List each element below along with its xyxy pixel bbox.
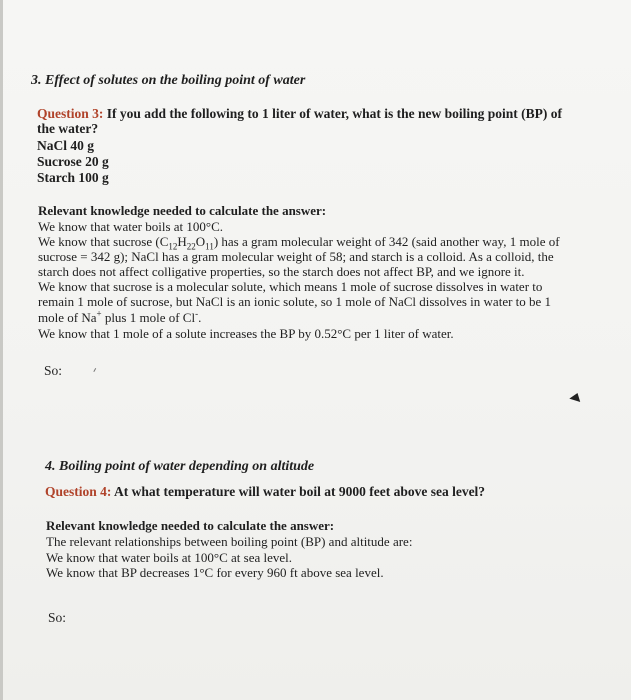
fact-sucrose-line-1 [38,234,560,252]
section-3-relevant-heading: Relevant knowledge needed to calculate the answer: [38,203,327,218]
fact-sucrose-line-3: starch does not affect colligative properties, so the starch does not affect BP, and we ignore it. [38,264,525,279]
fact-sucrose-line-2: sucrose = 342 g); NaCl has a gram molecular weight of 58; and starch is a colloid. As a colloid, the [38,249,554,264]
bp-decrease-line: We know that BP decreases 1°C for every 960 ft above sea level. [46,565,384,580]
section-4-so-label: So: [48,610,67,625]
sea-level-boil-line: We know that water boils at 100°C at sea level. [46,550,293,565]
altitude-relationship-line: The relevant relationships between boiling point (BP) and altitude are: [46,534,413,549]
subscript-11: 11 [205,241,214,252]
question-3-label: Question 3: [37,106,104,121]
question-3-line-1 [37,106,562,122]
fact-ionic-text-b: plus 1 mole of Cl [101,310,196,325]
section-3-so-label: So: [44,363,63,378]
section-3-heading: 3. Effect of solutes on the boiling point of water [31,73,306,88]
oxygen-symbol: O [195,234,206,249]
hydrogen-symbol: H [177,234,187,249]
item-nacl: NaCl 40 g [37,138,94,153]
question-4-text: At what temperature will water boil at 9000 feet above sea level? [111,484,486,499]
question-4-label: Question 4: [45,484,112,499]
fact-sucrose-text-b: ) has a gram molecular weight of 342 (said another way, 1 mole of [213,234,560,249]
item-sucrose: Sucrose 20 g [37,154,109,169]
fact-water-boils: We know that water boils at 100°C. [38,219,224,234]
question-4-line [45,484,485,500]
item-starch: Starch 100 g [37,170,109,185]
fact-bp-increase: We know that 1 mole of a solute increases the BP by 0.52°C per 1 liter of water. [38,326,454,341]
question-3-text: If you add the following to 1 liter of water, what is the new boiling point (BP) of [103,106,563,121]
subscript-22: 22 [186,241,196,252]
section-4-heading: 4. Boiling point of water depending on altitude [45,459,315,474]
fact-ionic-text-c: . [198,310,202,325]
fact-ionic-line-1: We know that sucrose is a molecular solute, which means 1 mole of sucrose dissolves in water to [38,279,543,294]
fact-sucrose-text-a: We know that sucrose (C [38,234,169,249]
question-3-line-2: the water? [37,121,99,136]
subscript-12: 12 [168,241,178,252]
fact-ionic-line-2: remain 1 mole of sucrose, but NaCl is an ionic solute, so 1 mole of NaCl dissolves in water to be 1 [38,294,552,309]
superscript-plus: + [96,308,102,319]
superscript-minus: - [195,308,199,319]
document-page [3,0,631,700]
section-4-relevant-heading: Relevant knowledge needed to calculate the answer: [46,518,335,533]
fact-ionic-text-a: mole of Na [38,310,97,325]
fact-ionic-line-3 [38,310,201,325]
